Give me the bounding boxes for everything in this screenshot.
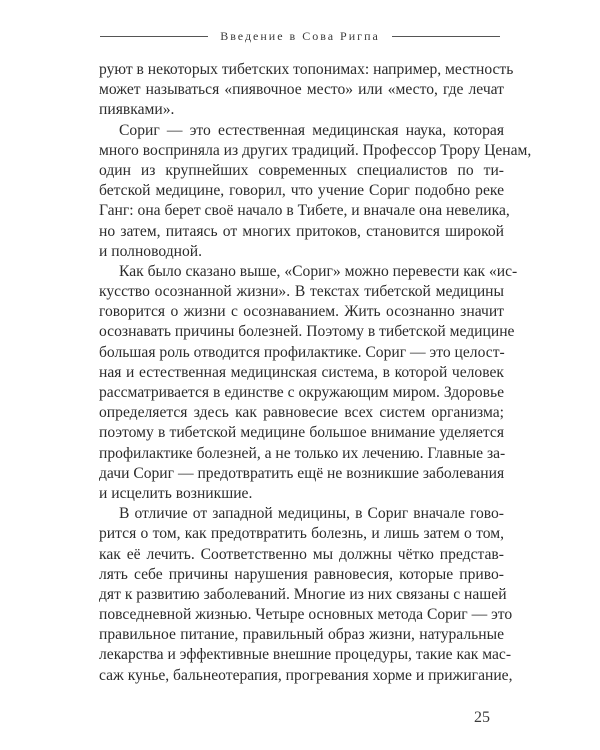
text-line: кусство осознанной жизни». В текстах тибетской медицины xyxy=(99,283,504,301)
text-line: как её лечить. Соответственно мы должны чётко представ- xyxy=(99,545,504,563)
page-number: 25 xyxy=(474,709,490,726)
text-line: правильное питание, правильный образ жизни, натуральные xyxy=(99,626,504,644)
text-line: пиявками». xyxy=(99,101,175,119)
text-line: один из крупнейших современных специалистов по ти- xyxy=(99,161,504,179)
text-line: ная и естественная медицинская система, в которой человек xyxy=(99,363,504,381)
text-line: лять себе причины нарушения равновесия, которые приво- xyxy=(99,565,504,583)
text-line: рассматривается в единстве с окружающим миром. Здоровье xyxy=(99,384,504,401)
text-line: и полноводной. xyxy=(99,242,203,260)
header-title: Введение в Сова Ригпа xyxy=(220,28,380,43)
text-line: саж кунье, бальнеотерапия, прогревания хорме и прижигание, xyxy=(99,666,513,684)
text-line: Ганг: она берет своё начало в Тибете, и вначале она невелика, xyxy=(99,202,510,220)
text-line: руют в некоторых тибетских топонимах: например, местность xyxy=(99,61,514,78)
text-line: определяется здесь как равновесие всех систем организма; xyxy=(99,404,504,422)
text-line: Как было сказано выше, «Сориг» можно перевести как «ис- xyxy=(119,262,518,280)
text-line: рится о том, как предотвратить болезнь, и лишь затем о том, xyxy=(99,525,504,543)
text-line: но затем, питаясь от многих притоков, становится широкой xyxy=(99,222,504,240)
text-line: осознавать причины болезней. Поэтому в тибетской медицине xyxy=(99,323,515,341)
text-line: лекарства и эффективные внешние процедуры, такие как мас- xyxy=(99,646,512,664)
running-header xyxy=(100,26,500,46)
text-line: профилактике болезней, а не только их лечению. Главные за- xyxy=(99,444,506,462)
header-rule-right xyxy=(392,36,500,37)
text-line: Сориг — это естественная медицинская наука, которая xyxy=(119,121,504,139)
text-line: дачи Сориг — предотвратить ещё не возникшие заболевания xyxy=(99,464,505,482)
text-line: большая роль отводится профилактике. Сориг — это целост- xyxy=(99,343,505,361)
text-line: В отличие от западной медицины, в Сориг вначале гово- xyxy=(119,505,504,523)
text-line: дят к развитию заболеваний. Многие из них связаны с нашей xyxy=(99,585,507,603)
text-line: и исцелить возникшие. xyxy=(99,484,253,502)
text-line: говорится о жизни с осознаванием. Жить осознанно значит xyxy=(99,303,504,321)
text-line: повседневной жизнью. Четыре основных метода Сориг — это xyxy=(99,606,513,624)
text-line: бетской медицине, говорил, что учение Сориг подобно реке xyxy=(99,182,504,200)
header-rule-left xyxy=(100,36,208,37)
text-line: много восприняла из других традиций. Профессор Трору Ценам, xyxy=(99,141,532,159)
body-text xyxy=(99,60,532,686)
text-line: поэтому в тибетской медицине большое внимание уделяется xyxy=(99,424,504,442)
text-line: может называться «пиявочное место» или «место, где лечат xyxy=(99,81,504,99)
